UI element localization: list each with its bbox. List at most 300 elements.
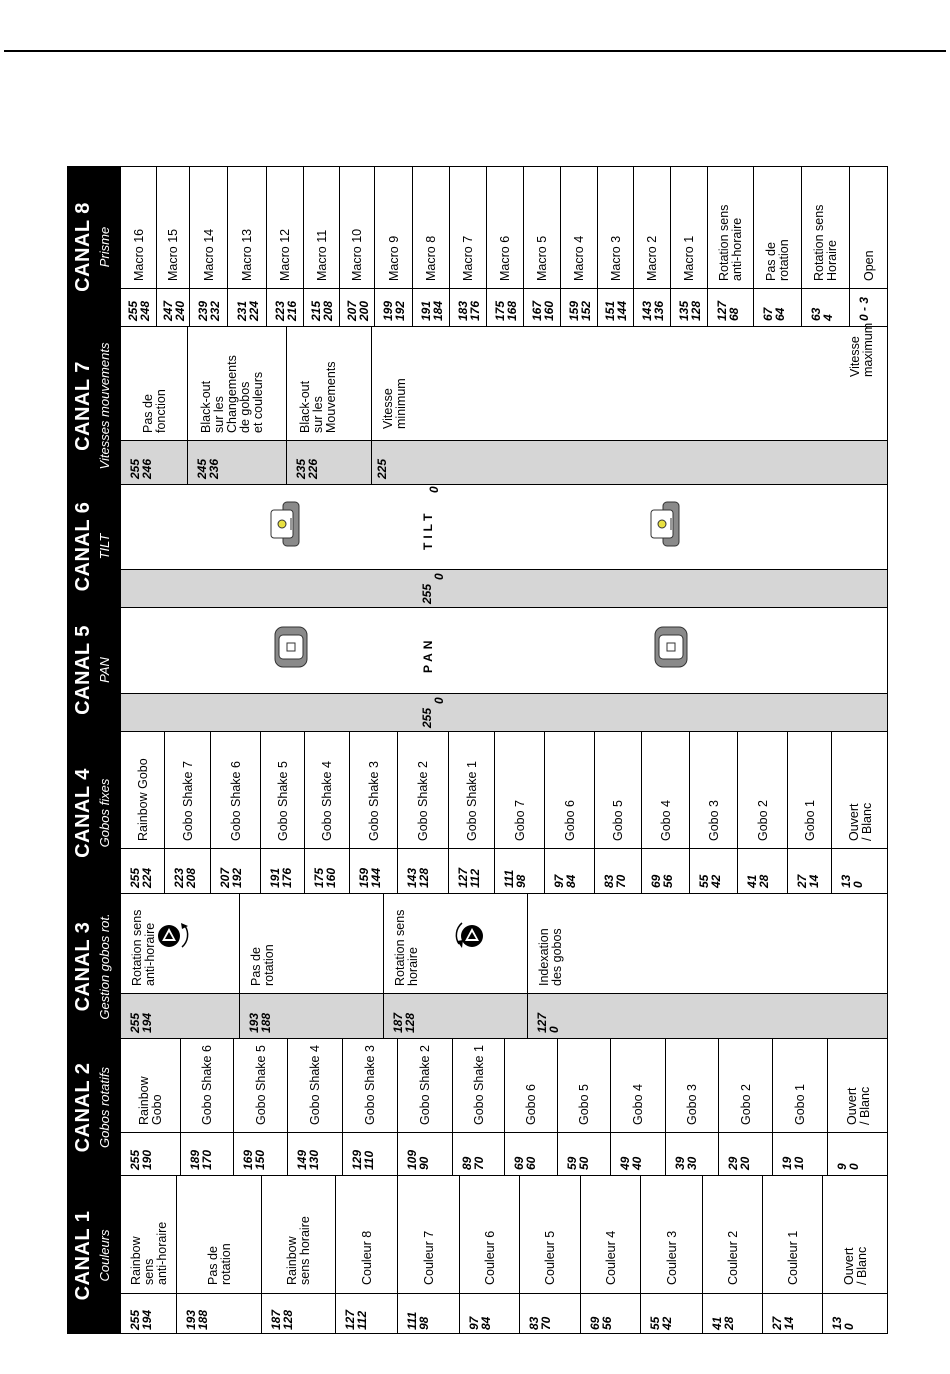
range-high: 67	[761, 307, 775, 321]
row-label	[182, 736, 195, 841]
label-line: Gobo Shake 1	[471, 1045, 486, 1125]
fixture-pan-icon	[261, 617, 321, 677]
label-line: horaire	[406, 947, 420, 986]
table-row	[449, 732, 495, 893]
channel-title: CANAL 5	[72, 625, 94, 715]
dmx-range	[296, 1133, 320, 1170]
range-high: 255	[420, 583, 434, 604]
dmx-range	[674, 1133, 698, 1170]
channel-header-text	[68, 1039, 121, 1175]
channel-column	[68, 485, 888, 608]
table-row	[121, 894, 240, 1038]
row-label	[462, 171, 475, 281]
value-strip	[375, 288, 412, 326]
label-line: Rainbow	[128, 1236, 143, 1285]
range-low: 130	[307, 1149, 321, 1170]
row-label	[207, 1180, 233, 1285]
fixture-pan-icon	[641, 617, 701, 677]
label-line: Gobo Shake 6	[200, 1045, 214, 1125]
value-strip	[177, 1293, 261, 1334]
row-label	[765, 171, 791, 281]
label-line: Couleur 6	[482, 1230, 497, 1285]
dmx-range	[382, 289, 406, 321]
label-line: Macro 5	[535, 235, 549, 281]
range-low: 28	[757, 874, 771, 888]
label-line: Couleur 4	[603, 1230, 618, 1285]
label-line: Open	[862, 250, 876, 281]
value-strip	[823, 1293, 888, 1334]
range-low: 226	[306, 458, 320, 479]
table-row	[738, 732, 788, 893]
range-low: 208	[321, 300, 335, 321]
channel-title: CANAL 1	[72, 1210, 94, 1301]
channel-header	[68, 327, 121, 484]
dmx-range	[129, 849, 153, 888]
dmx-range	[678, 289, 702, 321]
row-label	[610, 171, 623, 281]
range-high: 175	[312, 867, 326, 888]
label-line: Pas de	[140, 394, 155, 433]
range-high: 215	[309, 300, 323, 321]
dmx-range	[566, 1133, 590, 1170]
value-strip	[773, 1132, 827, 1175]
table-row	[524, 167, 561, 326]
range-high: 127	[535, 1012, 549, 1033]
range-low: 176	[467, 300, 482, 321]
range-low: 152	[578, 300, 593, 321]
range-high: 255	[128, 1309, 142, 1330]
channel-header-text	[68, 327, 121, 484]
value-strip	[121, 993, 239, 1038]
range-high: 223	[172, 867, 186, 888]
range-high: 255	[128, 867, 142, 888]
table-row	[121, 327, 188, 484]
value-strip	[450, 288, 486, 326]
dmx-range	[468, 1294, 492, 1330]
table-row	[581, 1176, 641, 1334]
range-high: 167	[529, 300, 544, 321]
dmx-range	[129, 441, 153, 479]
rotate-ccw-icon	[151, 914, 191, 954]
table-row	[398, 1176, 460, 1334]
value-strip	[788, 848, 831, 893]
range-high: 193	[247, 1012, 261, 1033]
range-low: 246	[140, 458, 154, 479]
table-row	[305, 732, 350, 893]
label-line: Gobo Shake 4	[320, 761, 334, 841]
row-label	[419, 1043, 432, 1125]
row-label	[708, 736, 721, 841]
value-strip	[304, 288, 339, 326]
channel-header	[68, 485, 121, 607]
dmx-range	[219, 849, 243, 888]
label-line: sur les	[311, 396, 325, 433]
dmx-range	[351, 1133, 375, 1170]
label-line: Rotation sens	[717, 204, 731, 281]
range-high: 191	[418, 300, 433, 321]
label-line: de gobos	[238, 381, 252, 433]
dmx-range	[129, 1133, 153, 1170]
dmx-range	[840, 849, 864, 888]
row-label	[605, 1180, 618, 1285]
row-label	[813, 171, 839, 281]
label-line: Vitesse	[381, 388, 395, 429]
dmx-range	[236, 289, 260, 321]
dmx-range	[295, 441, 319, 479]
row-label	[133, 171, 146, 281]
value-strip	[384, 993, 527, 1038]
label-line: Gobo 3	[706, 799, 721, 841]
range-low: 128	[417, 867, 431, 888]
range-low: 224	[246, 300, 261, 321]
range-low: 160	[541, 300, 556, 321]
dmx-range	[568, 289, 592, 321]
range-high: 169	[241, 1149, 255, 1170]
range-high: 199	[381, 300, 395, 321]
range-low: 208	[184, 867, 198, 888]
value-strip	[738, 848, 787, 893]
range-high: 111	[502, 869, 516, 888]
row-label	[525, 1043, 538, 1125]
label-line: Gobo Shake 3	[363, 1045, 377, 1125]
table-row	[595, 732, 642, 893]
label-line: Macro 15	[166, 228, 180, 281]
range-high: 235	[294, 458, 308, 479]
label-line: Gobo 1	[802, 799, 817, 841]
dmx-range	[310, 289, 334, 321]
table-row	[487, 167, 524, 326]
range-high: 13	[839, 874, 853, 888]
label-line: Rainbow	[285, 1236, 299, 1285]
channel-subtitle: Gestion gobos rot.	[97, 913, 112, 1020]
value-strip	[802, 288, 849, 326]
range-high: 149	[295, 1149, 309, 1170]
channel-column	[68, 894, 888, 1039]
value-strip	[190, 288, 227, 326]
value-strip	[581, 1293, 640, 1334]
dmx-range	[197, 289, 221, 321]
label-line: Gobo 5	[611, 799, 625, 841]
range-high: 239	[196, 300, 210, 321]
label-line: Macro 4	[572, 235, 586, 281]
row-label	[787, 1180, 800, 1285]
channel-header	[68, 732, 121, 893]
range-high: 159	[566, 300, 581, 321]
dmx-channel-table	[67, 166, 888, 1334]
row-label	[564, 736, 577, 841]
table-row	[343, 1039, 398, 1175]
value-strip	[850, 288, 888, 326]
dmx-range	[641, 289, 665, 321]
label-line: Gobo Shake 1	[464, 761, 479, 841]
row-label	[632, 1043, 645, 1125]
range-low: 110	[362, 1150, 376, 1170]
table-row	[558, 1039, 611, 1175]
value-strip	[828, 1132, 888, 1175]
dmx-range	[716, 289, 740, 321]
row-label	[804, 736, 817, 841]
value-strip	[165, 848, 210, 893]
label-line: Couleur 5	[543, 1230, 557, 1285]
center-label: PAN	[421, 636, 435, 673]
channel-column	[68, 732, 888, 894]
dmx-range	[457, 849, 481, 888]
dmx-range	[727, 1133, 751, 1170]
table-row	[121, 1176, 177, 1334]
range-high: 129	[350, 1149, 364, 1170]
table-row	[561, 167, 598, 326]
label-line: Gobo Shake 7	[180, 761, 195, 841]
range-low: 188	[196, 1309, 210, 1330]
row-label	[321, 736, 334, 841]
range-high: 191	[268, 867, 282, 888]
range-low: 168	[504, 300, 519, 321]
label-line: Pas de	[249, 947, 263, 986]
value-strip	[666, 1132, 718, 1175]
range-low: 68	[727, 307, 741, 321]
table-row	[372, 322, 888, 493]
value-strip	[234, 1132, 287, 1175]
value-strip	[267, 288, 303, 326]
dmx-range	[619, 1133, 643, 1170]
range-high: 83	[527, 1316, 541, 1330]
label-line: Gobo 4	[631, 1083, 645, 1125]
table-row	[234, 1039, 288, 1175]
range-low: 84	[479, 1316, 493, 1330]
channel-header-text	[68, 608, 121, 731]
value-strip	[157, 288, 189, 326]
range-high: 59	[565, 1156, 579, 1170]
channel-title: CANAL 3	[72, 921, 94, 1012]
value-strip	[188, 440, 286, 484]
range-low: 216	[284, 300, 299, 321]
dmx-range	[274, 289, 298, 321]
dmx-range	[494, 289, 518, 321]
row-label	[514, 736, 527, 841]
row-label	[299, 331, 338, 433]
range-low: 70	[539, 1316, 553, 1330]
dmx-range	[589, 1294, 613, 1330]
range-low: 144	[369, 867, 383, 888]
row-label	[309, 1043, 322, 1125]
value-strip	[561, 288, 597, 326]
table-row	[398, 1039, 453, 1175]
range-low: 84	[564, 874, 578, 888]
value-strip	[121, 440, 187, 484]
row-label	[646, 171, 659, 281]
row-label	[863, 171, 876, 281]
range-low: 56	[600, 1316, 614, 1330]
label-line: Gobo Shake 3	[366, 761, 381, 841]
row-label	[368, 736, 381, 841]
center-label: TILT	[421, 509, 435, 550]
label-line: minimum	[394, 378, 408, 429]
dmx-range	[346, 289, 370, 321]
label-line: Gobo 1	[793, 1083, 807, 1125]
row-label	[757, 736, 770, 841]
label-line: Gobo Shake 2	[418, 1045, 432, 1125]
rotate-cw-icon	[454, 914, 494, 954]
range-low: 170	[200, 1149, 214, 1170]
range-high: 207	[218, 867, 232, 888]
table-row	[642, 732, 690, 893]
range-low: 128	[403, 1012, 417, 1033]
channel-column	[68, 608, 888, 732]
range-high: 41	[745, 874, 759, 888]
dmx-range	[836, 1133, 860, 1170]
channel-subtitle: Vitesses mouvements	[97, 342, 112, 470]
dmx-range	[762, 289, 786, 321]
range-low: 98	[417, 1316, 431, 1330]
range-high: 143	[405, 867, 419, 888]
row-label	[394, 898, 420, 986]
label-line: Couleur 3	[664, 1230, 679, 1285]
row-label	[727, 1180, 740, 1285]
value-strip	[524, 288, 560, 326]
row-label	[573, 171, 586, 281]
range-low: 0	[432, 573, 446, 580]
channel-column	[68, 167, 888, 327]
value-strip	[671, 288, 707, 326]
row-label	[388, 171, 401, 281]
row-label	[241, 171, 254, 281]
value-strip	[558, 1132, 610, 1175]
channel-header	[68, 167, 121, 326]
dmx-range	[858, 289, 870, 321]
value-strip	[832, 848, 888, 893]
range-high: 189	[188, 1149, 202, 1170]
dmx-range	[603, 849, 627, 888]
label-line: Macro 11	[314, 229, 329, 281]
dmx-range	[375, 441, 441, 493]
value-strip	[413, 288, 449, 326]
channel-column	[68, 1039, 888, 1176]
channel-subtitle: Gobos fixes	[97, 778, 112, 848]
label-line: Pas de	[764, 242, 778, 281]
range-high: 83	[602, 874, 616, 888]
label-line: maximum	[861, 322, 875, 377]
dmx-range	[698, 849, 722, 888]
value-strip	[262, 1293, 335, 1334]
range-low: 56	[661, 874, 675, 888]
fixture-tilt-icon	[261, 494, 321, 554]
dmx-range	[604, 289, 628, 321]
channel-header	[68, 608, 121, 731]
range-low: 14	[782, 1316, 796, 1330]
value-strip	[288, 1132, 342, 1175]
label-line: Gobo	[150, 1094, 164, 1125]
row-label	[286, 1180, 312, 1285]
value-strip	[719, 1132, 772, 1175]
value-strip	[528, 993, 888, 1038]
range-low: 70	[614, 874, 628, 888]
range-low: 194	[140, 1309, 154, 1330]
dmx-range	[313, 849, 337, 888]
dmx-range	[406, 849, 430, 888]
range-high: 29	[726, 1156, 740, 1170]
range-high: 97	[552, 874, 566, 888]
row-label	[200, 331, 265, 433]
table-row	[703, 1176, 763, 1334]
dmx-range	[269, 849, 293, 888]
range-low: 14	[807, 874, 821, 888]
value-strip	[754, 288, 801, 326]
range-low: 192	[393, 300, 407, 321]
range-low: 240	[172, 300, 187, 321]
dmx-range	[196, 441, 220, 479]
table-row	[304, 167, 340, 326]
table-row	[261, 732, 305, 893]
value-strip	[449, 848, 494, 893]
table-row	[611, 1039, 666, 1175]
range-high: 183	[455, 300, 470, 321]
channel-header-text	[68, 1176, 121, 1334]
dmx-range	[242, 1133, 266, 1170]
table-row	[267, 167, 304, 326]
range-low: 70	[472, 1156, 486, 1170]
dmx-range	[358, 849, 382, 888]
value-strip	[690, 848, 737, 893]
channel-title: CANAL 8	[72, 202, 94, 292]
label-line: Gobo 2	[738, 1083, 753, 1125]
label-line: Couleur 8	[359, 1230, 374, 1285]
table-row	[634, 167, 671, 326]
value-strip	[343, 1132, 397, 1175]
label-line: sens	[141, 1258, 156, 1285]
row-label	[536, 171, 549, 281]
channel-header	[68, 894, 121, 1038]
row-label	[538, 898, 564, 986]
channel-title: CANAL 6	[72, 501, 94, 592]
label-line: Vitesse	[848, 336, 862, 377]
range-low: 0	[847, 1163, 861, 1170]
range-low: 0	[851, 881, 865, 888]
label-line: Mouvements	[324, 361, 338, 433]
label-line: sens horaire	[298, 1216, 312, 1285]
label-line: Macro 7	[461, 235, 475, 281]
range-low: 232	[208, 300, 222, 321]
label-line: / Blanc	[855, 1246, 869, 1285]
range-high: 255	[126, 300, 140, 321]
dmx-range	[746, 849, 770, 888]
speed-min-label	[382, 339, 408, 429]
value-strip	[121, 1132, 180, 1175]
table-row	[763, 1176, 823, 1334]
dmx-range	[796, 849, 820, 888]
table-row	[823, 1176, 888, 1334]
range-high: 193	[184, 1309, 198, 1330]
value-strip	[211, 848, 260, 893]
label-line: Couleur 7	[421, 1230, 436, 1285]
label-line: des gobos	[550, 928, 564, 986]
value-strip	[398, 848, 448, 893]
table-row	[754, 167, 802, 326]
label-line: Gobo 2	[755, 799, 770, 841]
label-line: Gobo Shake 4	[308, 1045, 322, 1125]
table-row	[181, 1039, 234, 1175]
table-row	[671, 167, 708, 326]
label-line: anti-horaire	[154, 1221, 169, 1285]
row-label	[167, 171, 180, 281]
table-row	[188, 327, 287, 484]
label-line: Gobo Shake 6	[228, 761, 243, 841]
range-high: 255	[420, 707, 434, 728]
dmx-range	[711, 1294, 735, 1330]
table-row	[450, 167, 487, 326]
table-row	[828, 1039, 888, 1175]
dmx-range	[173, 849, 197, 888]
label-line: Gobo Shake 5	[275, 761, 290, 841]
